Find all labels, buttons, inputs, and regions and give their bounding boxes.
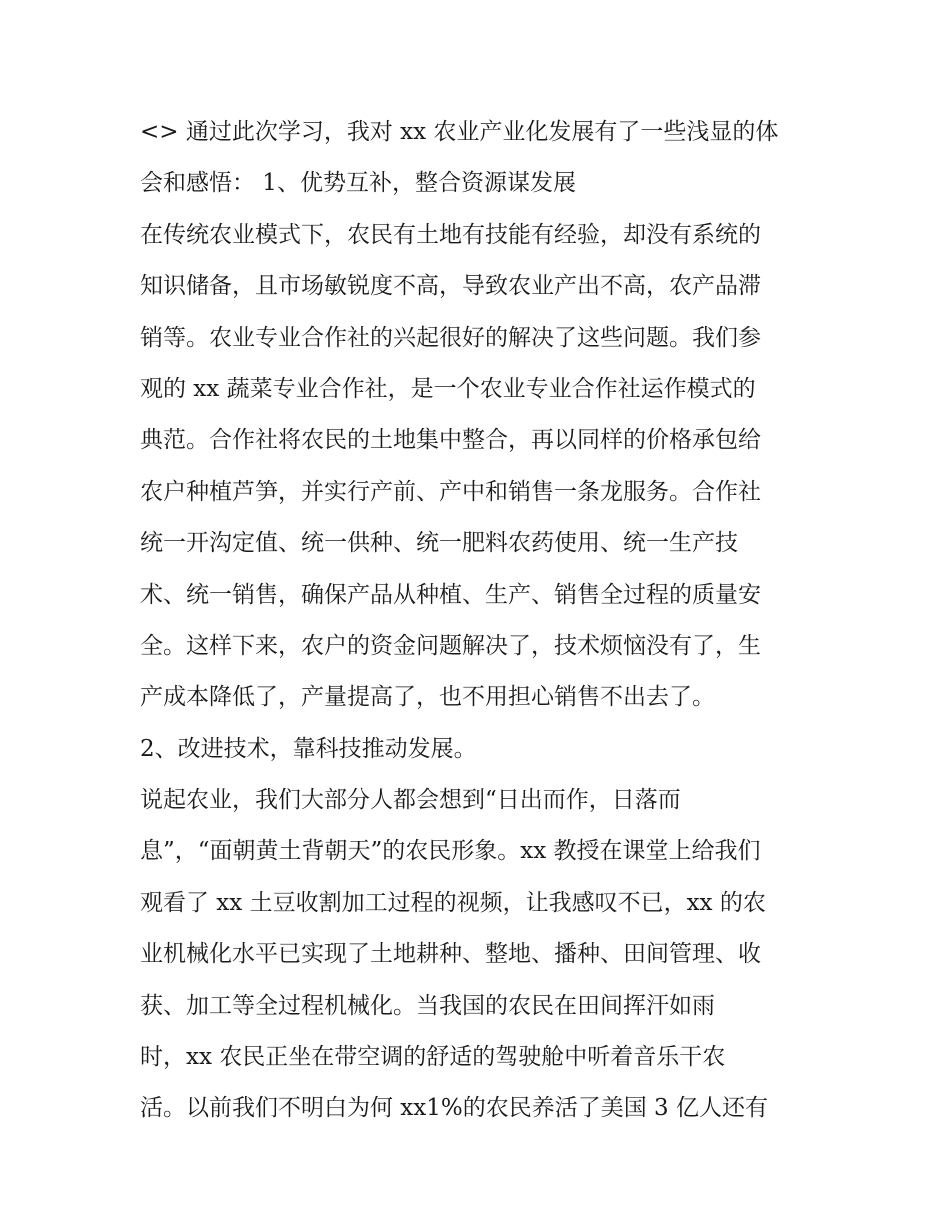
text-line: 获、加工等全过程机械化。当我国的农民在田间挥汗如雨: [140, 992, 715, 1019]
text-line: 销等。农业专业合作社的兴起很好的解决了这些问题。我们参: [140, 324, 761, 351]
text-line: 知识储备，且市场敏锐度不高，导致农业产出不高，农产品滞: [140, 273, 761, 300]
text-line: 活。以前我们不明白为何 xx1%的农民养活了美国 3 亿人还有: [140, 1095, 768, 1122]
text-line: 统一开沟定值、统一供种、统一肥料农药使用、统一生产技: [140, 530, 738, 557]
body-text: [140, 107, 830, 1135]
text-line: 农户种植芦笋，并实行产前、产中和销售一条龙服务。合作社: [140, 478, 761, 505]
text-line: 时，xx 农民正坐在带空调的舒适的驾驶舱中听着音乐干农: [140, 1044, 726, 1071]
text-line: 息”，“面朝黄土背朝天”的农民形象。xx 教授在课堂上给我们: [140, 838, 761, 865]
text-line: 典范。合作社将农民的土地集中整合，再以同样的价格承包给: [140, 427, 761, 454]
text-line: 观看了 xx 土豆收割加工过程的视频，让我感叹不已，xx 的农: [140, 889, 766, 916]
text-line: 全。这样下来，农户的资金问题解决了，技术烦恼没有了，生: [140, 632, 761, 659]
text-line: 2、改进技术，靠科技推动发展。: [140, 735, 477, 762]
text-line: 会和感悟： 1、优势互补，整合资源谋发展: [140, 170, 576, 197]
text-line: 说起农业，我们大部分人都会想到“日出而作，日落而: [140, 787, 681, 814]
text-line: 产成本降低了，产量提高了，也不用担心销售不出去了。: [140, 684, 715, 711]
text-line: 术、统一销售，确保产品从种植、生产、销售全过程的质量安: [140, 581, 761, 608]
text-line: 业机械化水平已实现了土地耕种、整地、播种、田间管理、收: [140, 941, 761, 968]
text-line: 观的 xx 蔬菜专业合作社，是一个农业专业合作社运作模式的: [140, 375, 756, 402]
text-line: 在传统农业模式下，农民有土地有技能有经验，却没有系统的: [140, 221, 761, 248]
text-line: <> 通过此次学习，我对 xx 农业产业化发展有了一些浅显的体: [140, 119, 779, 145]
